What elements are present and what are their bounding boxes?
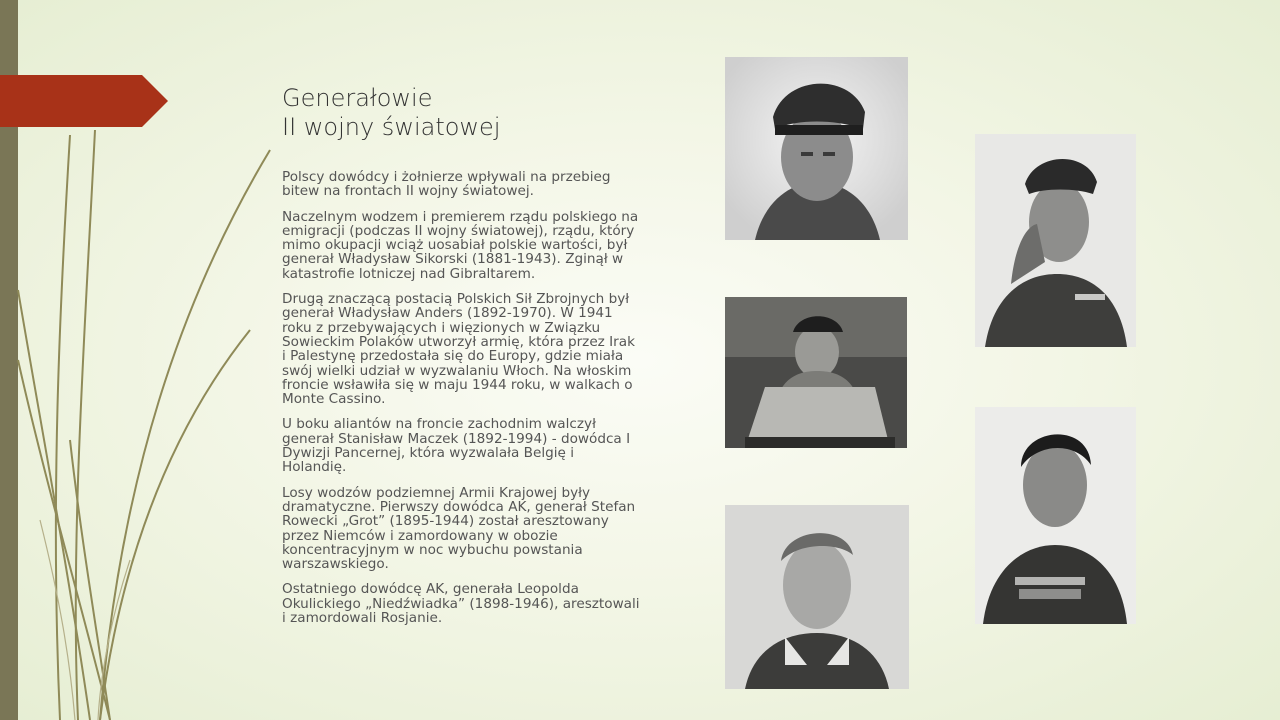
- paragraph-1: Polscy dowódcy i żołnierze wpływali na przebieg bitew na frontach II wojny światowej.: [282, 169, 611, 200]
- portrait-photo-sikorski: [725, 57, 908, 240]
- body-text: [282, 170, 642, 636]
- paragraph-2: Naczelnym wodzem i premierem rządu polskiego na emigracji (podczas II wojny światowej), rządu, który mimo okupacji wciąż uosabiał polskie wartości, był generał Władysław Sikorski (1881-1943). Zginął w katastrofie lotniczej nad Gibraltarem.: [282, 208, 639, 282]
- portrait-photo-okulicki: [975, 407, 1136, 624]
- paragraph-3: Drugą znaczącą postacią Polskich Sił Zbrojnych był generał Władysław Anders (1892-1970). W 1941 roku z przebywających i więzionych w Związku Sowieckim Polaków utworzył armię, która przez Irak i Palestynę przedostała się do Europy, gdzie miała swój wielki udział w wyzwalaniu Włoch. Na włoskim froncie wsławiła się w maju 1944 roku, w walkach o Monte Cassino.: [282, 291, 635, 408]
- red-arrow-shape: [0, 75, 168, 127]
- portrait-photo-anders: [725, 297, 907, 448]
- slide-title: [282, 84, 500, 142]
- paragraph-5: Losy wodzów podziemnej Armii Krajowej były dramatyczne. Pierwszy dowódca AK, generał Stefan Rowecki „Grot” (1895-1944) został aresztowany przez Niemców i zamordowany w obozie koncentracyjnym w noc wybuchu powstania warszawskiego.: [282, 484, 636, 573]
- portrait-photo-rowecki: [725, 505, 909, 689]
- portrait-photo-maczek: [975, 134, 1136, 347]
- paragraph-6: Ostatniego dowódcę AK, generała Leopolda Okulickiego „Niedźwiadka” (1898-1946), aresztowali i zamordowali Rosjanie.: [282, 581, 640, 627]
- title-line-2: II wojny światowej: [282, 113, 501, 141]
- paragraph-4: U boku aliantów na froncie zachodnim walczył generał Stanisław Maczek (1892-1994) - dowódca I Dywizji Pancernej, która wyzwalała Belgię i Holandię.: [282, 416, 631, 476]
- title-line-1: Generałowie: [282, 84, 433, 112]
